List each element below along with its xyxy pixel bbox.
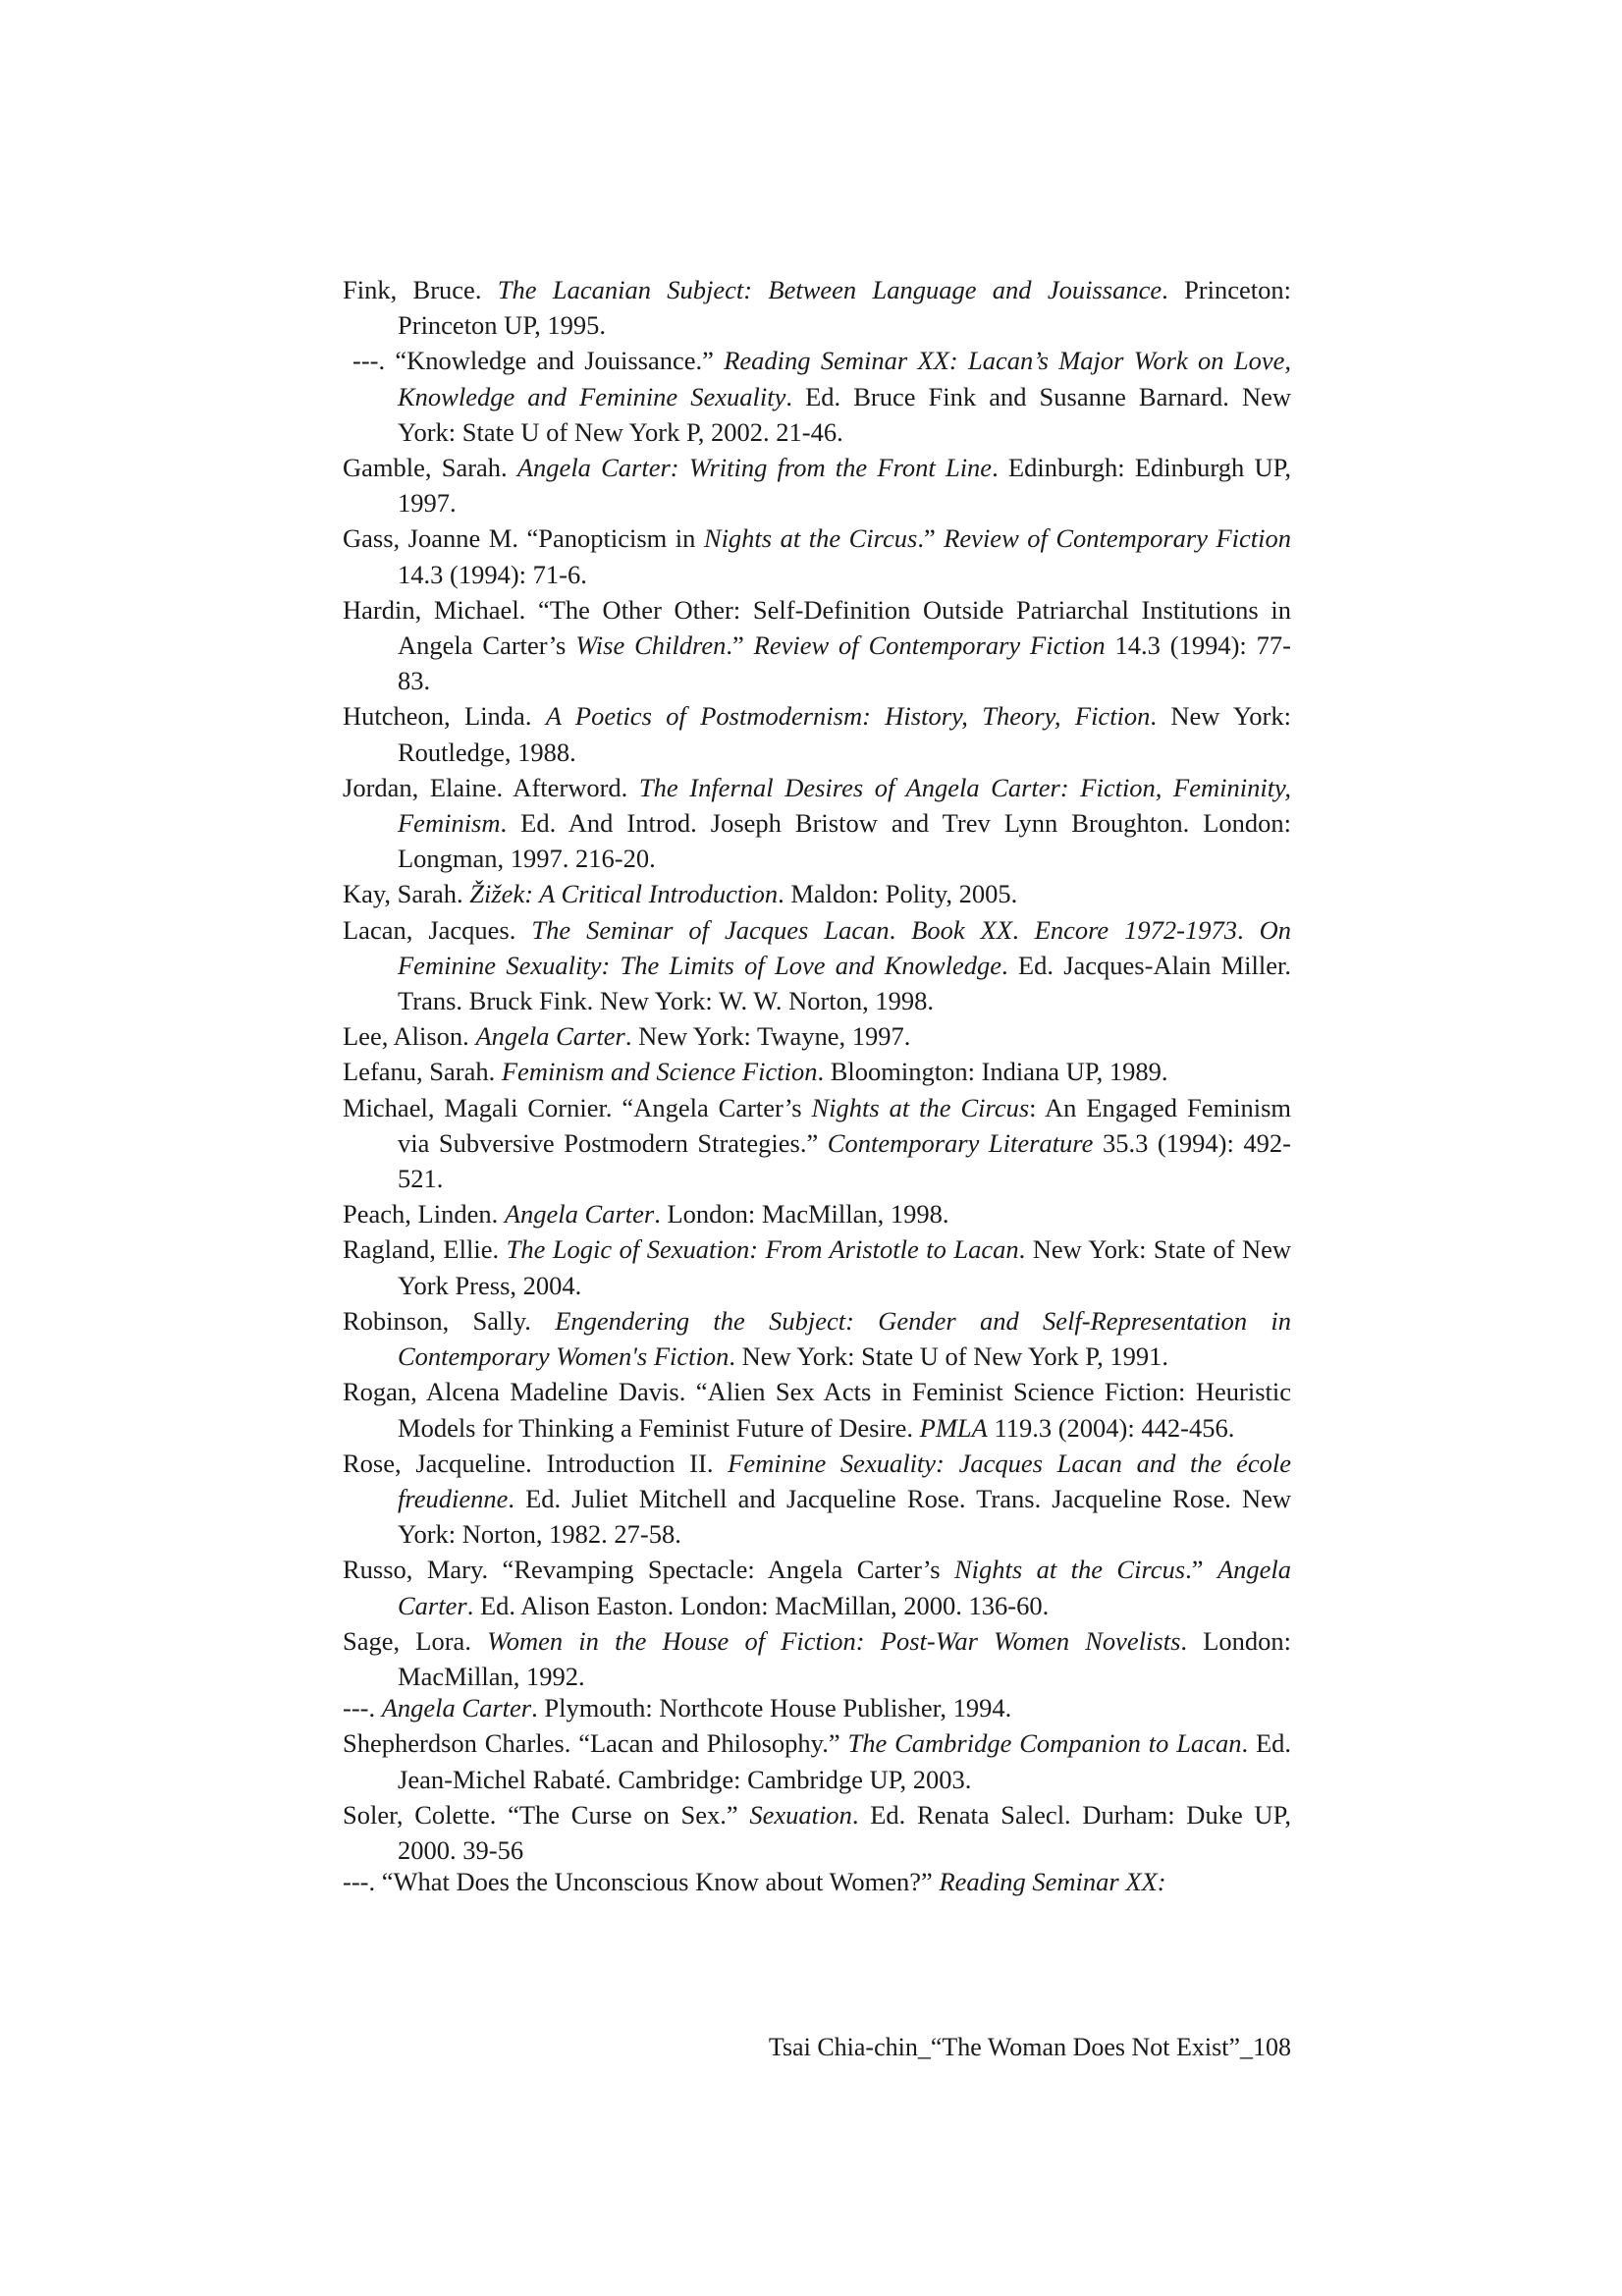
entry-text: .”: [1185, 1555, 1217, 1585]
entry-text: Robinson, Sally.: [343, 1305, 556, 1336]
entry-text: . Bloomington: Indiana UP, 1989.: [817, 1057, 1168, 1087]
entry-title-italic: The Infernal Desires of Angela Carter: Fiction, Femininity, Feminism: [398, 772, 1291, 839]
entry-title-italic: Nights at the Circus: [703, 523, 918, 554]
entry-title-italic: Angela Carter: Writing from the Front Line: [516, 453, 993, 483]
bibliography-entry: [343, 1623, 1291, 1694]
entry-text: . Ed. And Introd. Joseph Bristow and Trev Lynn Broughton. London: Longman, 1997. 216-20.: [398, 808, 1291, 874]
entry-text: . Ed. Jean-Michel Rabaté. Cambridge: Cambridge UP, 2003.: [398, 1728, 1291, 1794]
entry-text: . Ed. Juliet Mitchell and Jacqueline Rose. Trans. Jacqueline Rose. New York: Norton, 1982. 27-58.: [398, 1483, 1291, 1550]
entry-text: .: [1237, 914, 1260, 945]
entry-text: . Ed. Jacques-Alain Miller. Trans. Bruck Fink. New York: W. W. Norton, 1998.: [398, 950, 1291, 1016]
entry-title-italic: Wise Children: [575, 630, 727, 661]
entry-text: . Maldon: Polity, 2005.: [778, 879, 1018, 909]
entry-title-italic: Angela Carter: [504, 1199, 655, 1230]
entry-title-italic: PMLA: [919, 1412, 988, 1443]
bibliography-entry: [343, 1196, 1291, 1231]
entry-text: 35.3 (1994): 492-521.: [398, 1127, 1291, 1194]
bibliography-entry: [343, 1552, 1291, 1622]
entry-text: Hutcheon, Linda.: [343, 701, 546, 732]
entry-title-italic: The Logic of Sexuation: From Aristotle to Lacan: [506, 1234, 1019, 1265]
entry-text: 14.3 (1994): 77-83.: [398, 630, 1291, 696]
entry-title-italic: A Poetics of Postmodernism: History, Theory, Fiction: [545, 701, 1151, 732]
bibliography-entry: [343, 1725, 1291, 1796]
entry-title-italic: Review of Contemporary Fiction: [753, 630, 1106, 661]
bibliography-entry: [343, 1797, 1291, 1868]
entry-text: .”: [917, 523, 945, 554]
entry-text: Fink, Bruce.: [343, 275, 498, 304]
entry-text: . New York: State of New York Press, 2004.: [398, 1234, 1291, 1300]
bibliography-entry: [343, 1374, 1291, 1445]
entry-text: 14.3 (1994): 71-6.: [398, 559, 587, 589]
entry-text: ---. “What Does the Unconscious Know about Women?”: [343, 1867, 940, 1897]
entry-text: Gass, Joanne M. “Panopticism in: [343, 523, 704, 554]
entry-title-italic: Angela Carter: [475, 1021, 625, 1052]
entry-text: . New York: Twayne, 1997.: [624, 1021, 911, 1052]
entry-text: 119.3 (2004): 442-456.: [987, 1412, 1235, 1443]
entry-text: . Princeton: Princeton UP, 1995.: [398, 275, 1291, 341]
entry-text: : An Engaged Feminism via Subversive Postmodern Strategies.”: [398, 1092, 1291, 1158]
entry-text: Soler, Colette. “The Curse on Sex.”: [343, 1799, 750, 1830]
entry-text: . Edinburgh: Edinburgh UP, 1997.: [398, 453, 1292, 519]
entry-title-italic: Nights at the Circus: [811, 1092, 1030, 1122]
entry-text: Peach, Linden.: [343, 1199, 505, 1230]
entry-text: Hardin, Michael. “The Other Other: Self-Definition Outside Patriarchal Institutions in Angela Carter’s: [343, 594, 1291, 661]
entry-text: Sage, Lora.: [343, 1625, 488, 1656]
entry-text: Lefanu, Sarah.: [343, 1057, 502, 1087]
bibliography-entry: [343, 343, 1291, 450]
entry-title-italic: Nights at the Circus: [953, 1555, 1186, 1585]
entry-title-italic: Sexuation: [749, 1799, 852, 1830]
entry-title-italic: On Feminine Sexuality: The Limits of Love and Knowledge: [398, 914, 1292, 980]
bibliography-entry: [343, 272, 1291, 343]
entry-title-italic: Book XX: [911, 914, 1013, 945]
bibliography-entry: [343, 1690, 1291, 1725]
entry-title-italic: Žižek: A Critical Introduction: [469, 879, 779, 909]
entry-text: . Plymouth: Northcote House Publisher, 1994.: [531, 1693, 1012, 1723]
bibliography-entry: [343, 1090, 1291, 1197]
entry-text: Lee, Alison.: [343, 1021, 476, 1052]
entry-text: Rogan, Alcena Madeline Davis. “Alien Sex Acts in Feminist Science Fiction: Heuristic Models for Thinking a Feminist Future of Desire.: [343, 1377, 1291, 1443]
bibliography-entry: [343, 592, 1291, 699]
entry-title-italic: Engendering the Subject: Gender and Self-Representation in Contemporary Women's Fiction: [398, 1305, 1291, 1372]
entry-text: ---.: [343, 1693, 382, 1723]
entry-text: .”: [726, 630, 754, 661]
bibliography-entry: [343, 1231, 1291, 1302]
bibliography-entry: [343, 1054, 1291, 1089]
entry-title-italic: Review of Contemporary Fiction: [944, 523, 1292, 554]
entry-title-italic: Angela Carter: [398, 1555, 1291, 1620]
entry-title-italic: Encore 1972-1973: [1034, 914, 1238, 945]
entry-title-italic: Feminine Sexuality: Jacques Lacan and the école freudienne: [398, 1448, 1291, 1513]
entry-text: Gamble, Sarah.: [343, 453, 517, 483]
entry-text: Shepherdson Charles. “Lacan and Philosophy.”: [343, 1728, 848, 1759]
bibliography-entry: [343, 876, 1291, 911]
entry-text: .: [1012, 914, 1035, 945]
bibliography-list: [343, 272, 1291, 1899]
bibliography-entry: [343, 1018, 1291, 1054]
entry-text: ---. “Knowledge and Jouissance.”: [352, 346, 725, 376]
entry-title-italic: Reading Seminar XX: Lacan’s Major Work on Love, Knowledge and Feminine Sexuality: [398, 346, 1291, 411]
entry-text: Ragland, Ellie.: [343, 1234, 507, 1265]
entry-text: . Ed. Alison Easton. London: MacMillan, 2000. 136-60.: [466, 1590, 1050, 1620]
entry-text: . London: MacMillan, 1992.: [398, 1625, 1292, 1691]
entry-text: . Ed. Bruce Fink and Susanne Barnard. New York: State U of New York P, 2002. 21-46.: [398, 381, 1291, 447]
entry-text: Rose, Jacqueline. Introduction II.: [343, 1448, 729, 1478]
bibliography-entry: [343, 450, 1291, 520]
bibliography-entry: [343, 770, 1291, 877]
entry-text: Kay, Sarah.: [343, 879, 470, 909]
entry-title-italic: The Lacanian Subject: Between Language and Jouissance: [497, 275, 1162, 304]
entry-title-italic: Angela Carter: [381, 1693, 532, 1723]
bibliography-entry: [343, 912, 1291, 1019]
bibliography-entry: [343, 520, 1291, 591]
bibliography-entry: [343, 1446, 1291, 1553]
entry-title-italic: The Seminar of Jacques Lacan: [531, 914, 890, 945]
entry-title-italic: The Cambridge Companion to Lacan: [847, 1728, 1242, 1759]
entry-title-italic: Feminism and Science Fiction: [501, 1057, 818, 1087]
entry-text: . New York: Routledge, 1988.: [398, 701, 1291, 767]
bibliography-entry: [343, 698, 1291, 769]
entry-text: Michael, Magali Cornier. “Angela Carter’s: [343, 1092, 812, 1122]
bibliography-entry: [343, 1864, 1291, 1899]
entry-text: . New York: State U of New York P, 1991.: [729, 1341, 1168, 1372]
entry-text: Jordan, Elaine. Afterword.: [343, 772, 639, 802]
entry-text: Russo, Mary. “Revamping Spectacle: Angela Carter’s: [343, 1555, 954, 1585]
entry-text: . London: MacMillan, 1998.: [654, 1199, 949, 1230]
entry-title-italic: Women in the House of Fiction: Post-War Women Novelists: [487, 1625, 1181, 1656]
entry-text: . Ed. Renata Salecl. Durham: Duke UP, 2000. 39-56: [398, 1799, 1291, 1865]
entry-text: .: [889, 914, 912, 945]
bibliography-entry: [343, 1303, 1291, 1374]
entry-title-italic: Contemporary Literature: [827, 1127, 1094, 1158]
entry-title-italic: Reading Seminar XX:: [939, 1867, 1166, 1897]
page-footer: Tsai Chia-chin_“The Woman Does Not Exist”_108: [768, 2033, 1291, 2061]
entry-text: Lacan, Jacques.: [343, 914, 532, 945]
